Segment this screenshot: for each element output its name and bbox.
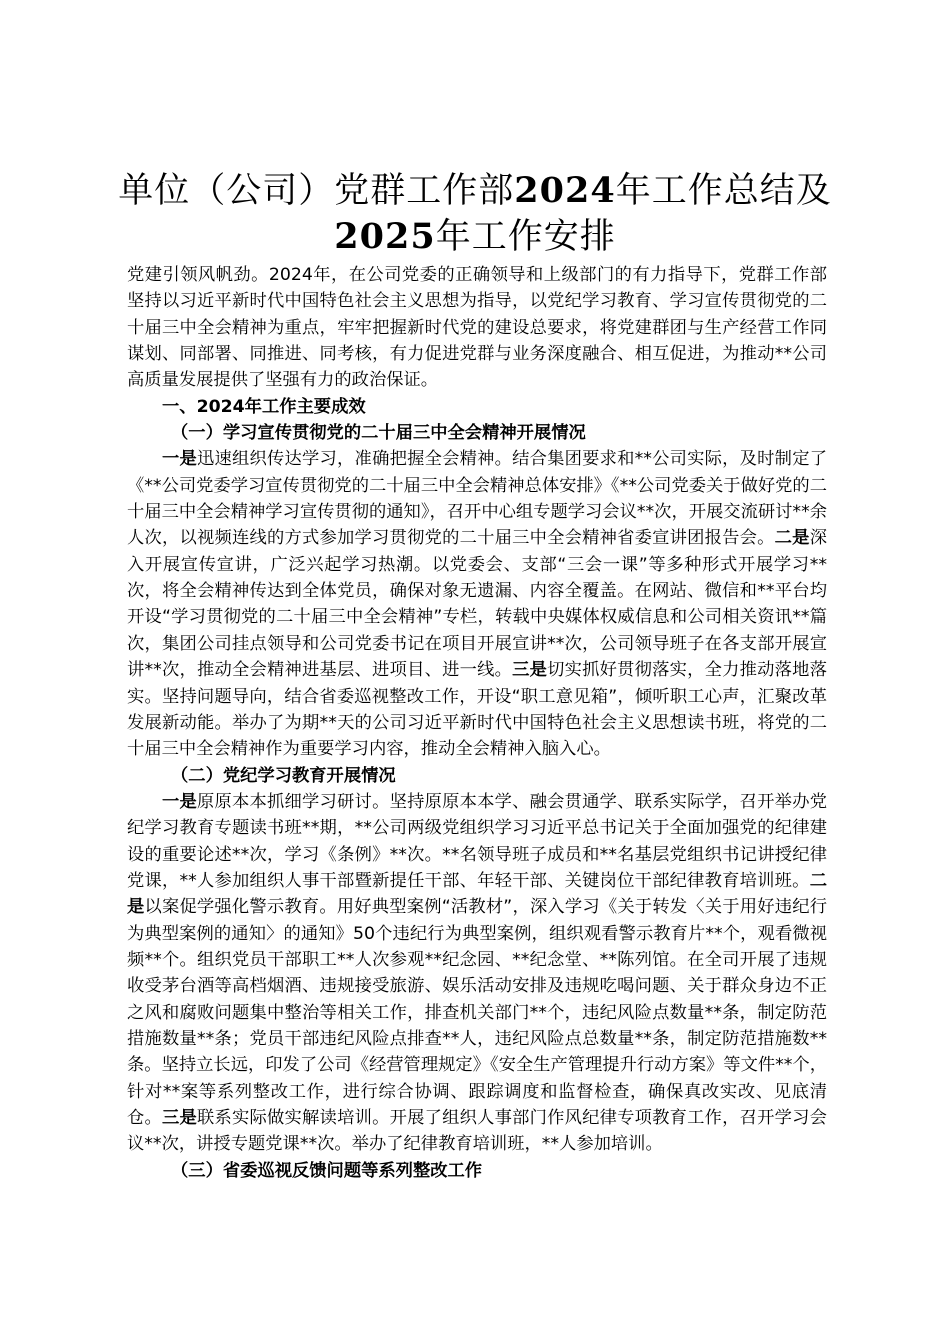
- paragraph-lead: 三是: [512, 660, 548, 681]
- paragraph-text: 原原本本抓细学习研讨。坚持原原本本学、融会贯通学、联系实际学，召开举办党纪学习教育专题读书班**期，**公司两级党组织学习习近平总书记关于全面加强党的纪律建设的重要论述**次，学习《条例》**次。**名领导班子成员和**名基层党组织书记讲授纪律党课，**人参加组织人事干部暨新提任干部、年轻干部、关键岗位干部纪律教育培训班。: [127, 791, 827, 891]
- paragraph-lead: 二是: [127, 870, 827, 918]
- paragraph-lead: 三是: [162, 1108, 198, 1128]
- subsection-heading: （三）省委巡视反馈问题等系列整改工作: [171, 1160, 483, 1181]
- paragraph-text: 切实抓好贯彻落实，全力推动落地落实。坚持问题导向，结合省委巡视整改工作，开设“职工意见箱”，倾听职工心声，汇聚改革发展新动能。举办了为期**天的公司习近平新时代中国特色社会主义思想读书班，将党的二十届三中全会精神作为重要学习内容，推动全会精神入脑入心。: [127, 660, 827, 760]
- title-line1: [118, 171, 831, 211]
- intro-paragraph: 党建引领风帆劲。2024年，在公司党委的正确领导和上级部门的有力指导下，党群工作部坚持以习近平新时代中国特色社会主义思想为指导，以党纪学习教育、学习宣传贯彻党的二十届三中全会精神为重点，牢牢把握新时代党的建设总要求，将党建群团与生产经营工作同谋划、同部署、同推进、同考核，有力促进党群与业务深度融合、相互促进，为推动**公司高质量发展提供了坚强有力的政治保证。: [127, 265, 827, 391]
- title-line2: [334, 217, 615, 257]
- section-heading: 一、2024年工作主要成效: [162, 396, 366, 417]
- paragraph-lead: 一是: [162, 449, 198, 470]
- paragraph-text: 以案促学强化警示教育。用好典型案例“活教材”，深入学习《关于转发〈关于用好违纪行为典型案例的通知〉的通知》50个违纪行为典型案例，组织观看警示教育片**个，观看微视频**个。组织党员干部职工**人次参观**纪念园、**纪念堂、**陈列馆。在全司开展了违规收受茅台酒等高档烟酒、违规接受旅游、娱乐活动安排及违规吃喝问题、关于群众身边不正之风和腐败问题集中整治等相关工作，排查机关部门**个，违纪风险点数量**条，制定防范措施数量**条；党员干部违纪风险点排查**人，违纪风险点总数量**条，制定防范措施数**条。坚持立长远，印发了公司《经营管理规定》《安全生产管理提升行动方案》等文件**个，针对**案等系列整改工作，进行综合协调、跟踪调度和监督检查，确保真改实改、见底清仓。: [127, 897, 827, 1128]
- document-title: [90, 168, 860, 260]
- title-text: 年工作总结及: [615, 171, 832, 211]
- body-paragraph: [127, 446, 827, 762]
- paragraph-lead: 一是: [162, 791, 198, 812]
- title-year: 2025: [334, 216, 436, 257]
- paragraph-text: 联系实际做实解读培训。开展了组织人事部门作风纪律专项教育工作，召开学习会议**次，讲授专题党课**次。举办了纪律教育培训班，**人参加培训。: [127, 1108, 827, 1155]
- title-text: 单位（公司）党群工作部: [118, 171, 515, 211]
- title-text: 年工作安排: [435, 217, 616, 257]
- paragraph-lead: 二是: [774, 528, 810, 549]
- subsection-heading: （二）党纪学习教育开展情况: [171, 765, 396, 786]
- title-year: 2024: [514, 170, 616, 211]
- paragraph-text: 深入开展宣传宣讲，广泛兴起学习热潮。以党委会、支部“三会一课”等多种形式开展学习**次，将全会精神传达到全体党员，确保对象无遗漏、内容全覆盖。在网站、微信和**平台均开设“学习贯彻党的二十届三中全会精神”专栏，转载中央媒体权威信息和公司相关资讯**篇次，集团公司挂点领导和公司党委书记在项目开展宣讲**次，公司领导班子在各支部开展宣讲**次，推动全会精神进基层、进项目、进一线。: [127, 528, 827, 681]
- document-body: [127, 262, 827, 1184]
- paragraph-text: 迅速组织传达学习，准确把握全会精神。结合集团要求和**公司实际，及时制定了《**公司党委学习宣传贯彻党的二十届三中全会精神总体安排》《**公司党委关于做好党的二十届三中全会精神学习宣传贯彻的通知》，召开中心组专题学习会议**次，开展交流研讨**余人次，以视频连线的方式参加学习贯彻党的二十届三中全会精神省委宣讲团报告会。: [127, 449, 827, 549]
- body-paragraph: [127, 789, 827, 1158]
- subsection-heading: （一）学习宣传贯彻党的二十届三中全会精神开展情况: [171, 423, 586, 444]
